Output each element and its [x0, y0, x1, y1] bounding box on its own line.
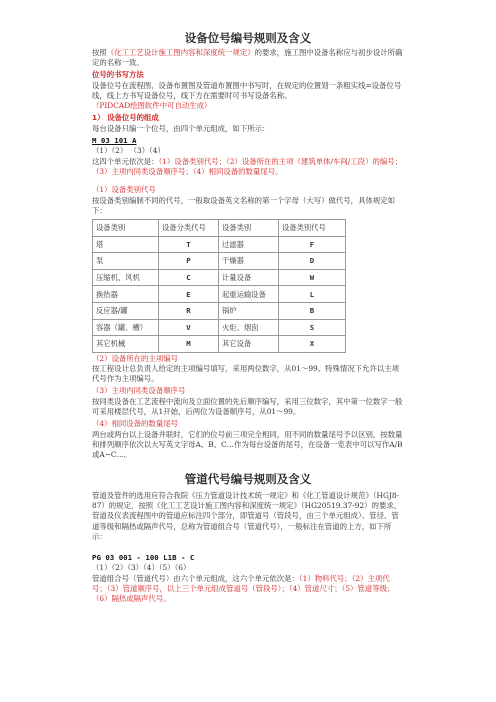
pipe-code-index: （1）（2）（3）（4）（5）（6） — [92, 563, 191, 572]
table-row — [93, 269, 346, 286]
table-cell: 塔 — [93, 236, 159, 253]
table-cell: S — [279, 319, 346, 336]
table-cell: 过滤器 — [219, 236, 279, 253]
table-cell: 干燥器 — [219, 253, 279, 270]
pipe-code-example: PG 03 001 - 100 L1B - C — [92, 553, 195, 562]
table-cell: 容器（罐、槽） — [93, 319, 159, 336]
equipment-code-example: M 03 101 A — [92, 136, 137, 145]
pipe-section-title: 管道代号编号规则及含义 — [184, 472, 312, 486]
table-cell: B — [279, 302, 346, 319]
table-cell: M — [159, 336, 219, 353]
section-writing-method: 位号的书写方法 — [92, 70, 144, 79]
subsection-quantity-suffix: （4）相同设备的数量尾号 — [92, 419, 179, 428]
section-equipment-composition: 1） 设备位号的组成 — [92, 113, 159, 122]
quantity-suffix-text: 两台或两台以上设备并联时，它们的位号前三项完全相同，用不同的数量尾号予以区别，按数量和排列顺序依次以大写英文字母A、B、C…作为每台设备的尾号，在设备一览表中可以写作A/B或A~C…。 — [92, 430, 403, 460]
table-cell: D — [279, 253, 346, 270]
writing-method-text: 设备位号在流程图、设备布置图及管道布置图中书写时，在规定的位置划一条粗实线=设备位号线，线上方书写设备位号，线下方在需要时可书写设备名称。（PIDCAD绘图软件中可自动生成） — [92, 81, 402, 111]
table-row — [93, 319, 346, 336]
table-cell: E — [159, 286, 219, 303]
subsection-category-code: （1）设备类别代号 — [92, 185, 156, 194]
table-header: 设备分类代号 — [159, 220, 219, 237]
table-header: 设备类别 — [219, 220, 279, 237]
table-header-row — [93, 220, 346, 237]
pidcad-note: （PIDCAD绘图软件中可自动生成） — [92, 101, 212, 111]
table-row — [93, 336, 346, 353]
subsection-sequence-number: （3）主项内同类设备顺序号 — [92, 386, 186, 395]
table-cell: F — [279, 236, 346, 253]
table-cell: 反应器/罐 — [93, 302, 159, 319]
table-cell: 火炬、烟囱 — [219, 319, 279, 336]
table-cell: 计量设备 — [219, 269, 279, 286]
table-cell: X — [279, 336, 346, 353]
table-cell: P — [159, 253, 219, 270]
equipment-code-index: （1）（2） （3）（4） — [92, 146, 165, 155]
doc-title: 设备位号编号规则及含义 — [184, 31, 312, 45]
equipment-units-line: 这四个单元依次是：（1）设备类别代号；（2）设备所在的主项（建筑单体/车间/工段）的编号；（3）主项内同类设备顺序号；（4）相同设备的数量尾号。 — [92, 157, 403, 177]
table-header: 设备类别代号 — [279, 220, 346, 237]
sequence-number-text: 按同类设备在工艺流程中流向及立面位置的先后顺序编写，采用三位数字，其中第一位数字一般可采用楼层代号，从1开始，后两位为设备顺序号，从01～99。 — [92, 397, 403, 417]
equipment-category-table — [92, 219, 346, 353]
table-cell: W — [279, 269, 346, 286]
subsection-main-item-number: （2）设备所在的主项编号 — [92, 354, 179, 363]
table-cell: 起重运输设备 — [219, 286, 279, 303]
composition-text: 每台设备只编一个位号，由四个单元组成，如下所示： — [92, 124, 270, 133]
table-cell: 其它机械 — [93, 336, 159, 353]
table-cell: 泵 — [93, 253, 159, 270]
table-header: 设备类别 — [93, 220, 159, 237]
pipe-intro-paragraph: 管道及管件的选用应符合我院《压力管道设计技术统一规定》和《化工管道设计规范》（HGJ8-87）的规定，按照《化工工艺设计施工图内容和深度统一规定》（HG20519.37-92）的要求，管道及仪表流程图中的管道应标注四个部分，即管道号（管段号，由三个单元组成）、管径、管道等级和隔热或隔声代号，总称为管道组合号（管道代号），一般标注在管道的上方，如下所示： — [92, 491, 402, 541]
table-cell: 换热器 — [93, 286, 159, 303]
table-cell: T — [159, 236, 219, 253]
table-cell: 锅炉 — [219, 302, 279, 319]
table-cell: 其它设备 — [219, 336, 279, 353]
category-code-text: 按设备类别编制不同的代号，一般取设备英文名称的第一个字母（大写）做代号，具体规定如下： — [92, 196, 396, 216]
table-row — [93, 286, 346, 303]
table-row — [93, 302, 346, 319]
intro-paragraph: 按照《化工工艺设计施工图内容和深度统一规定》的要求，施工图中设备名称应与初步设计所确定的名称一致。 — [92, 48, 403, 68]
table-row — [93, 253, 346, 270]
standard-reference: 《化工工艺设计施工图内容和深度统一规定》 — [106, 48, 255, 57]
table-cell: C — [159, 269, 219, 286]
table-cell: V — [159, 319, 219, 336]
table-cell: L — [279, 286, 346, 303]
table-row — [93, 236, 346, 253]
table-cell: R — [159, 302, 219, 319]
table-cell: 压缩机、风机 — [93, 269, 159, 286]
main-item-number-text: 按工程设计总负责人给定的主项编号填写，采用两位数字，从01～99。特殊情况下允许以主项代号作为主项编号。 — [92, 364, 400, 384]
pipe-units-line: 管道组合号（管道代号）由六个单元组成，这六个单元依次是：（1）物料代号；（2）主项代号；（3）管道顺序号，以上三个单元组成管道号（管段号）；（4）管道尺寸；（5）管道等级；（6）隔热或隔声代号。 — [92, 574, 395, 604]
